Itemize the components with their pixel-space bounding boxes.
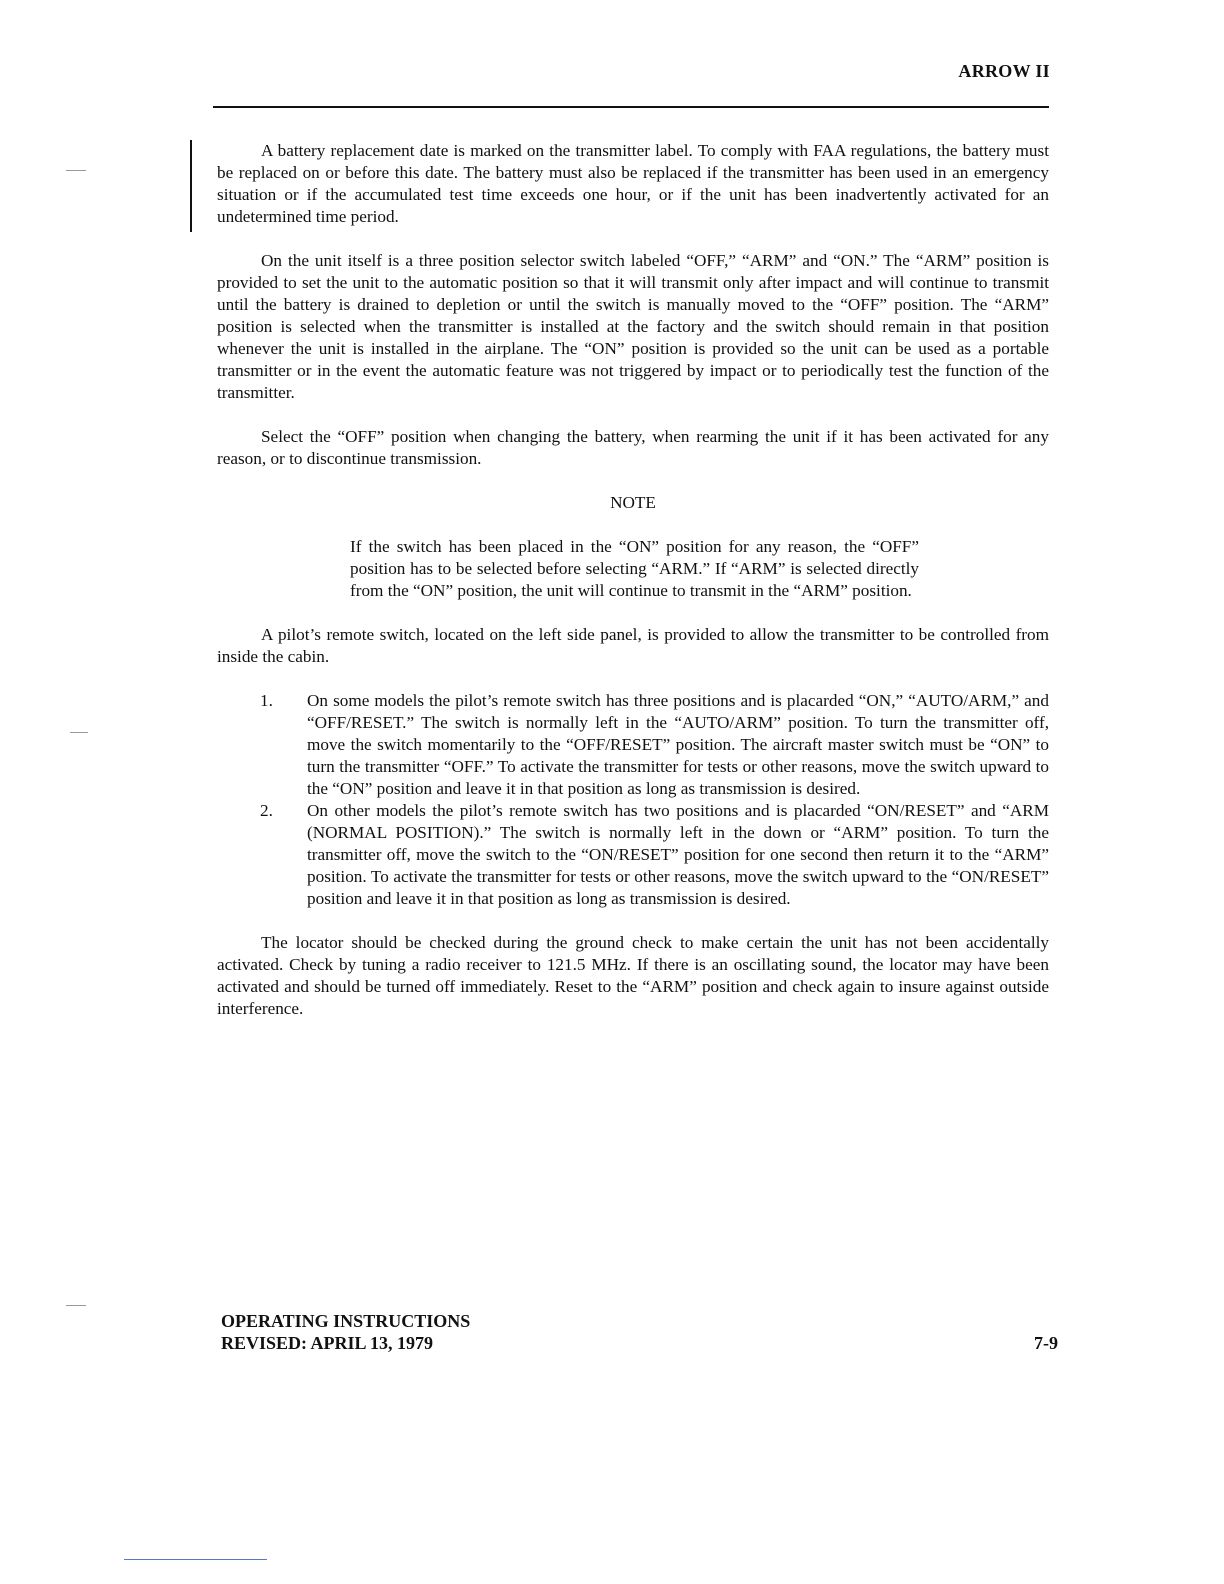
running-header-title: ARROW II [958,61,1050,81]
scan-artifact [66,170,86,171]
list-item-number: 1. [260,691,273,710]
footer-section-info [221,1310,470,1354]
paragraph-battery-replacement: A battery replacement date is marked on the transmitter label. To comply with FAA regulations, the battery must be replaced on or before this date. The battery must also be replaced if the transmitter has been used in an emergency situation or if the accumulated test time exceeds one hour, or if the unit has been inadvertently activated for an undetermined time period. [217,141,1049,226]
paragraph-remote-switch: A pilot’s remote switch, located on the left side panel, is provided to allow the transmitter to be controlled from inside the cabin. [217,625,1049,666]
list-item [217,800,1049,910]
header-rule [213,106,1049,108]
footer-section-title: OPERATING INSTRUCTIONS [221,1311,471,1331]
scan-artifact [70,732,88,733]
note-heading: NOTE [610,493,656,512]
bottom-edge-rule [124,1559,267,1560]
paragraph-selector-switch: On the unit itself is a three position selector switch labeled “OFF,” “ARM” and “ON.” The “ARM” position is provided to set the unit to the automatic position so that it will transmit only after impact and will continue to transmit until the battery is drained to depletion or until the switch is manually moved to the “OFF” position. The “ARM” position is selected when the transmitter is installed at the factory and the switch should remain in that position whenever the unit is installed in the airplane. The “ON” position is provided so the unit can be used as a portable transmitter or in the event the automatic feature was not triggered by impact or to periodically test the function of the transmitter. [217,251,1049,402]
footer-revision-date: REVISED: APRIL 13, 1979 [221,1333,434,1353]
list-item-number: 2. [260,801,273,820]
paragraph-off-position: Select the “OFF” position when changing the battery, when rearming the unit if it has been activated for any reason, or to discontinue transmission. [217,427,1049,468]
paragraph-ground-check: The locator should be checked during the ground check to make certain the unit has not been accidentally activated. Check by tuning a radio receiver to 121.5 MHz. If there is an oscillating sound, the locator may have been activated and should be turned off immediately. Reset to the “ARM” position and check again to insure against outside interference. [217,933,1049,1018]
list-item-text: On some models the pilot’s remote switch has three positions and is placarded “ON,” “AUTO/ARM,” and “OFF/RESET.” The switch is normally left in the “AUTO/ARM” position. To turn the transmitter off, move the switch momentarily to the “OFF/RESET” position. The aircraft master switch must be “ON” to turn the transmitter “OFF.” To activate the transmitter for tests or other reasons, move the switch upward to the “ON” position and leave it in that position as long as transmission is desired. [307,691,1049,798]
revision-change-bar [190,140,192,232]
page-content [217,140,1049,1042]
list-item [217,690,1049,800]
remote-switch-list [217,690,1049,910]
note-text: If the switch has been placed in the “ON” position for any reason, the “OFF” position has to be selected before selecting “ARM.” If “ARM” is selected directly from the “ON” position, the unit will continue to transmit in the “ARM” position. [350,537,919,600]
list-item-text: On other models the pilot’s remote switch has two positions and is placarded “ON/RESET” and “ARM (NORMAL POSITION).” The switch is normally left in the down or “ARM” position. To turn the transmitter off, move the switch to the “ON/RESET” position for one second then return it to the “ARM” position. To activate the transmitter for tests or other reasons, move the switch upward to the “ON/RESET” position and leave it in that position as long as transmission is desired. [307,801,1049,908]
scan-artifact [66,1305,86,1306]
page-number: 7-9 [1034,1333,1058,1353]
